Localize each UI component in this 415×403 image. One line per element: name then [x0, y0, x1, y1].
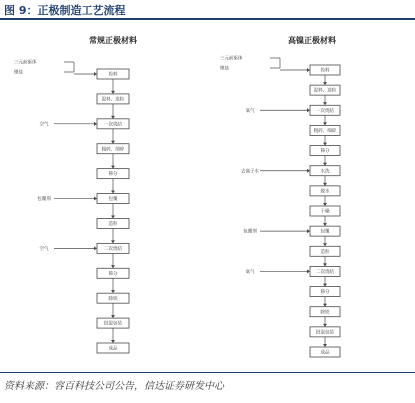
right-connector-arrow [323, 324, 327, 327]
left-step-label: 造粒 [108, 222, 118, 228]
left-connector-arrow [111, 215, 115, 218]
left-input-label: 空气 [39, 246, 49, 252]
right-step-label: 粗碎、细碎 [313, 129, 337, 135]
left-step-label: 除铁 [108, 296, 118, 302]
right-step-label: 投料 [320, 68, 330, 74]
right-connector-arrow [323, 344, 327, 347]
left-step-label: 二次烧结 [104, 246, 122, 252]
left-connector-arrow [111, 91, 115, 94]
footer-rule [0, 372, 415, 373]
right-input-arrow [307, 68, 310, 72]
left-step-label: 包覆 [108, 197, 118, 203]
left-step-label: 批混包装 [104, 321, 122, 327]
left-column-title: 常规正极材料 [89, 36, 137, 45]
left-step-label: 筛分 [108, 172, 118, 178]
left-step-label: 粗碎、细碎 [101, 147, 125, 153]
right-step-label: 二次烧结 [316, 270, 334, 276]
right-step-label: 批混包装 [316, 330, 334, 336]
right-input-label: 三元前驱体 [220, 56, 243, 62]
right-connector-arrow [323, 304, 327, 307]
right-connector-arrow [323, 143, 327, 146]
right-step-label: 混料、造粒 [313, 88, 337, 94]
right-input-arrow [307, 169, 310, 173]
right-step-label: 造粒 [320, 249, 330, 255]
right-input-label: 锂盐 [220, 66, 229, 72]
right-connector-arrow [323, 243, 327, 246]
right-step-label: 除铁 [320, 310, 330, 316]
right-connector-arrow [323, 102, 327, 105]
source-note: 资料来源：容百科技公司公告，信达证券研发中心 [4, 381, 224, 392]
right-step-label: 脱水 [320, 189, 330, 195]
right-step-label: 筛分 [320, 290, 330, 296]
left-connector-arrow [111, 240, 115, 243]
left-connector-arrow [111, 166, 115, 169]
left-input-arrow [94, 72, 97, 76]
left-input-label: 三元前驱体 [14, 60, 37, 66]
right-input-label: 包覆剂 [243, 229, 257, 235]
left-input-label: 包覆剂 [37, 197, 51, 203]
left-connector-arrow [111, 290, 115, 293]
left-step-label: 投料 [108, 72, 118, 78]
right-connector-arrow [323, 122, 327, 125]
right-connector-arrow [323, 82, 327, 85]
left-step-label: 混料、造粒 [101, 97, 125, 103]
right-input-label: 去离子水 [241, 169, 259, 175]
right-input-label: 氧气 [245, 270, 255, 276]
figure-title: 图 9：正极制造工艺流程 [4, 4, 126, 17]
right-step-label: 包覆 [320, 229, 330, 235]
right-step-label: 成品 [320, 350, 330, 356]
right-connector-arrow [323, 263, 327, 266]
left-connector-arrow [111, 315, 115, 318]
right-input-arrow [307, 229, 310, 233]
left-connector-arrow [111, 191, 115, 194]
right-step-label: 一次烧结 [316, 108, 334, 114]
right-step-label: 水洗 [320, 169, 330, 175]
right-connector-arrow [323, 223, 327, 226]
left-input-arrow [94, 122, 97, 126]
left-step-label: 成品 [108, 346, 118, 352]
left-input-label: 锂盐 [14, 70, 23, 76]
left-input-arrow [94, 246, 97, 250]
left-input-label: 空气 [39, 122, 49, 128]
right-connector-arrow [323, 203, 327, 206]
left-input-arrow [94, 197, 97, 201]
left-step-label: 一次烧结 [104, 122, 122, 128]
left-connector-arrow [111, 265, 115, 268]
right-step-label: 筛分 [320, 149, 330, 155]
right-connector-arrow [323, 163, 327, 166]
right-connector-arrow [323, 183, 327, 186]
right-step-label: 干燥 [320, 209, 330, 215]
left-connector-arrow [111, 116, 115, 119]
right-input-label: 氧气 [245, 108, 255, 114]
right-input-arrow [307, 269, 310, 273]
left-connector-arrow [111, 141, 115, 144]
right-connector-arrow [323, 284, 327, 287]
right-column-title: 高镍正极材料 [288, 36, 336, 45]
right-input-arrow [307, 108, 310, 112]
left-connector-arrow [111, 340, 115, 343]
left-step-label: 筛分 [108, 271, 118, 277]
